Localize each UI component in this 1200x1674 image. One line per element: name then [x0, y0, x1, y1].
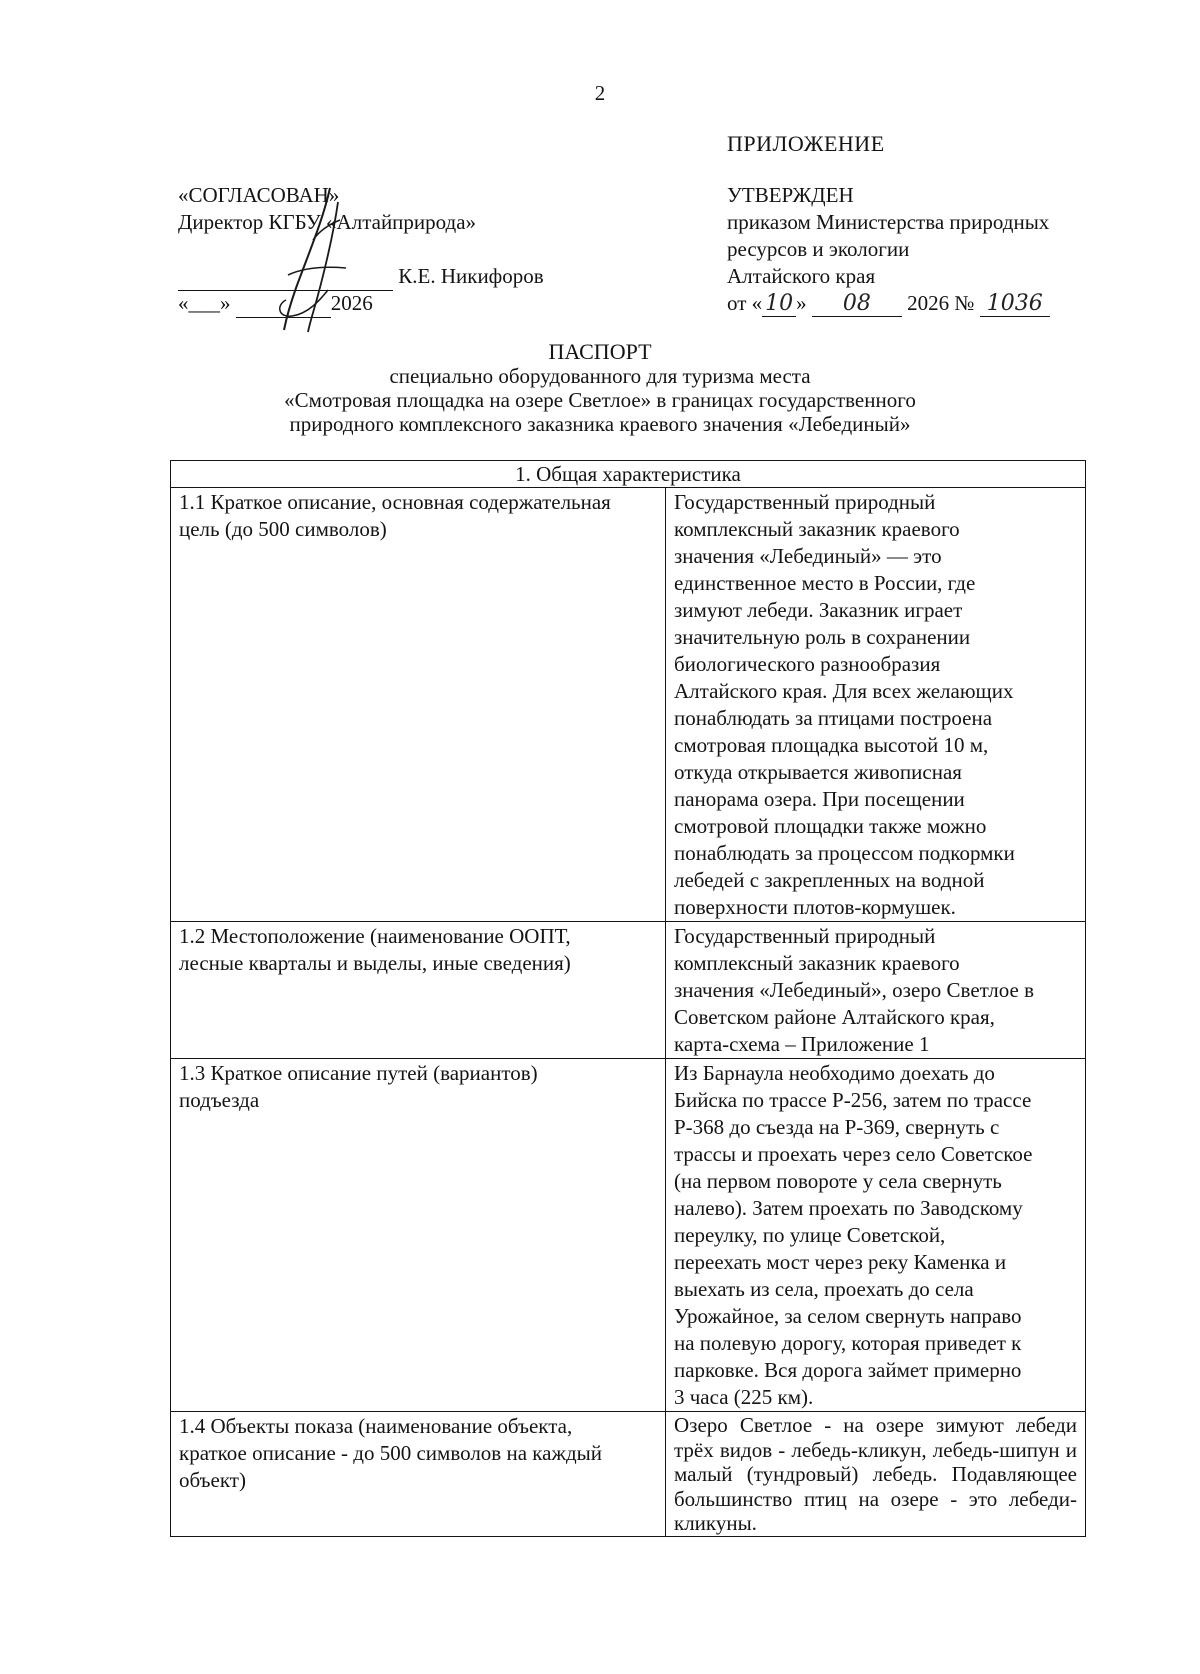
row-label [171, 488, 666, 922]
value-line: на полевую дорогу, которая приведет к [674, 1331, 1022, 1355]
order-date-line: от « 10 » 08 2026 № 1036 [727, 290, 1147, 317]
value-line: Советском районе Алтайского края, [674, 1005, 995, 1029]
agreed-date-line [178, 290, 608, 317]
agreed-name: К.Е. Никифоров [398, 264, 544, 288]
label-line: объект) [179, 1468, 246, 1492]
value-line: налево). Затем проехать по Заводскому [674, 1196, 1023, 1220]
subtitle-line: специально оборудованного для туризма места [389, 364, 811, 388]
value-line: зимуют лебеди. Заказник играет [674, 598, 963, 622]
value-line: лебедей с закрепленных на водной [674, 868, 985, 892]
row-label [171, 1059, 666, 1412]
subtitle-line: природного комплексного заказника краевого значения «Лебединый» [289, 412, 911, 436]
value-line: единственное место в России, где [674, 571, 976, 595]
value-line: смотровой площадки также можно [674, 814, 987, 838]
approval-block [727, 182, 1147, 317]
value-line: комплексный заказник краевого [674, 951, 960, 975]
table-row [171, 488, 1086, 922]
value-line: панорама озера. При посещении [674, 787, 965, 811]
label-line: краткое описание - до 500 символов на каждый [179, 1441, 603, 1465]
value-line: Бийска по трассе Р-256, затем по трассе [674, 1088, 1032, 1112]
approved-heading: УТВЕРЖДЕН [727, 183, 854, 207]
table-row [171, 1412, 1086, 1537]
row-value [666, 488, 1086, 922]
label-line: цель (до 500 символов) [179, 517, 387, 541]
passport-table [170, 460, 1086, 1537]
row-label [171, 922, 666, 1059]
date-year-no: 2026 № [907, 291, 975, 315]
passport-subtitle [0, 364, 1200, 436]
value-line: понаблюдать за птицами построена [674, 706, 993, 730]
agreed-signature-line [178, 263, 608, 290]
value-line: карта-схема – Приложение 1 [674, 1032, 930, 1056]
agreed-block [178, 182, 608, 317]
row-label [171, 1412, 666, 1537]
date-day: 10 [762, 292, 796, 317]
row-value [666, 922, 1086, 1059]
value-line: откуда открывается живописная [674, 760, 962, 784]
page-number: 2 [594, 81, 606, 105]
value-line: значения «Лебединый», озеро Светлое в [674, 978, 1035, 1002]
subtitle-line: «Смотровая площадка на озере Светлое» в границах государственного [284, 388, 916, 412]
value-line: биологического разнообразия [674, 652, 941, 676]
label-line: лесные кварталы и выделы, иные сведения) [179, 951, 571, 975]
value-line: переулку, по улице Советской, [674, 1223, 946, 1247]
value-line: значительную роль в сохранении [674, 625, 971, 649]
label-line: 1.3 Краткое описание путей (вариантов) [179, 1061, 538, 1085]
value-line: Урожайное, за селом свернуть направо [674, 1304, 1022, 1328]
appendix-title: ПРИЛОЖЕНИЕ [727, 131, 885, 156]
label-line: подъезда [179, 1088, 260, 1112]
agreed-date-year: 2026 [330, 291, 373, 315]
order-line: приказом Министерства природных [727, 210, 1050, 234]
order-number: 1036 [980, 292, 1050, 317]
value-line: Р-368 до съезда на Р-369, свернуть с [674, 1115, 1000, 1139]
value-line: трассы и проехать через село Советское [674, 1142, 1033, 1166]
label-line: 1.2 Местоположение (наименование ООПТ, [179, 924, 571, 948]
value-line: Государственный природный [674, 490, 936, 514]
passport-title: ПАСПОРТ [548, 339, 652, 364]
table-row [171, 1059, 1086, 1412]
value-line: Из Барнаула необходимо доехать до [674, 1061, 995, 1085]
label-line: 1.1 Краткое описание, основная содержательная [179, 490, 611, 514]
row-value: Озеро Светлое - на озере зимуют лебеди трёх видов - лебедь-кликун, лебедь-шипун и малый (тундровый) лебедь. Подавляющее большинство птиц на озере - это лебеди-кликуны. [666, 1412, 1086, 1537]
agreed-heading: «СОГЛАСОВАН» [178, 183, 340, 207]
section-row [171, 461, 1086, 488]
date-prefix: от « [727, 291, 763, 315]
section-heading: 1. Общая характеристика [171, 461, 1086, 488]
order-line: Алтайского края [727, 264, 876, 288]
value-line: Государственный природный [674, 924, 936, 948]
order-line: ресурсов и экологии [727, 237, 910, 261]
value-line: 3 часа (225 км). [674, 1385, 814, 1409]
value-line: поверхности плотов-кормушек. [674, 895, 956, 919]
value-line: значения «Лебединый» — это [674, 544, 942, 568]
agreed-position: Директор КГБУ «Алтайприрода» [178, 210, 477, 234]
handwritten-signature [268, 180, 378, 335]
table-row [171, 922, 1086, 1059]
label-line: 1.4 Объекты показа (наименование объекта, [179, 1414, 573, 1438]
value-line: парковке. Вся дорога займет примерно [674, 1358, 1022, 1382]
value-line: смотровая площадка высотой 10 м, [674, 733, 989, 757]
value-line: (на первом повороте у села свернуть [674, 1169, 1002, 1193]
date-month: 08 [812, 292, 902, 317]
row-value [666, 1059, 1086, 1412]
value-line: Алтайского края. Для всех желающих [674, 679, 1014, 703]
value-line: понаблюдать за процессом подкормки [674, 841, 1015, 865]
value-line: переехать мост через реку Каменка и [674, 1250, 1007, 1274]
agreed-date-left: «___» [178, 291, 236, 315]
value-line: выехать из села, проехать до села [674, 1277, 974, 1301]
value-line: комплексный заказник краевого [674, 517, 960, 541]
